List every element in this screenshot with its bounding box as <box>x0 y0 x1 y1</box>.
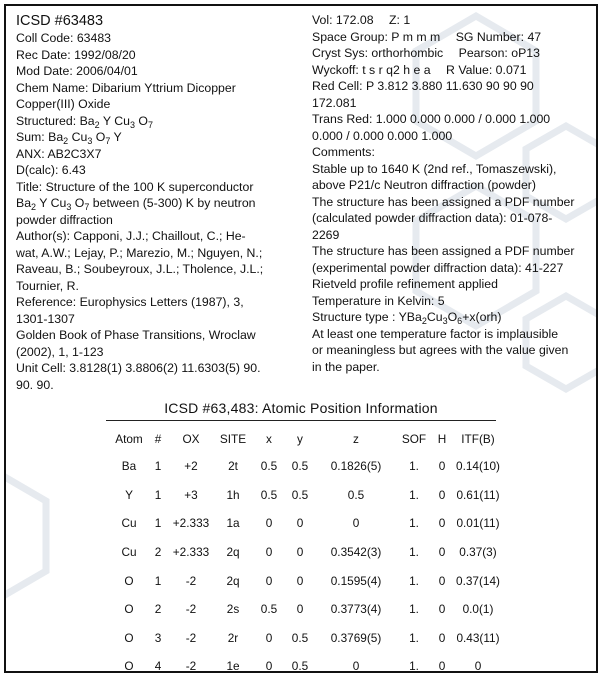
cell-itf: 0.37(3) <box>459 545 497 560</box>
coll-code: Coll Code: 63483 <box>16 31 112 45</box>
cell-h: 0 <box>438 545 446 560</box>
cell-site: 1e <box>226 659 240 673</box>
cell-atom: O <box>124 602 134 617</box>
cell-sof: 1. <box>409 459 419 474</box>
cell-itf: 0.0(1) <box>462 602 494 617</box>
col-header-site: SITE <box>219 432 247 446</box>
cell-ox: -2 <box>185 630 197 645</box>
cell-z: 0.1595(4) <box>330 573 382 588</box>
vol: Vol: 172.08 <box>312 13 374 27</box>
cell-x: 0.5 <box>260 487 278 502</box>
col-header-sof: SOF <box>401 432 427 446</box>
comment-line-1: Stable up to 1640 K (2nd ref., Tomaszewski), <box>312 161 557 176</box>
structure-type <box>312 309 592 326</box>
formula-subscript: 7 <box>84 202 90 212</box>
cell-itf: 0.61(11) <box>456 487 500 502</box>
space-group: Space Group: P m m m <box>312 29 441 44</box>
col-header-atom: Atom <box>115 432 143 446</box>
formula-subscript: 2 <box>94 119 100 130</box>
authors-line-2: wat, A.W.; Lejay, P.; Marezio, M.; Nguyen, N.; <box>16 245 263 260</box>
cell-h: 0 <box>438 516 446 531</box>
pearson: Pearson: oP13 <box>458 46 540 60</box>
cell-site: 1h <box>226 487 240 502</box>
cell-site: 2q <box>226 573 240 588</box>
cell-x: 0 <box>265 630 273 645</box>
cell-y: 0.5 <box>291 659 309 673</box>
cell-sof: 1. <box>409 487 419 502</box>
sum-formula <box>16 129 306 146</box>
cell-y: 0 <box>296 545 304 560</box>
cell-number: 1 <box>154 459 162 474</box>
structured-formula <box>16 113 306 130</box>
red-cell-line-2: 172.081 <box>312 95 357 110</box>
cryst-sys: Cryst Sys: orthorhombic <box>312 46 444 60</box>
structured-label: Structured: <box>16 113 77 128</box>
cell-number: 4 <box>154 659 162 673</box>
cell-y: 0.5 <box>291 630 309 645</box>
cell-z: 0.5 <box>347 487 365 502</box>
title-line-1: Title: Structure of the 100 K superconductor <box>16 179 254 194</box>
cell-itf: 0.43(11) <box>456 630 500 645</box>
chem-name-line-2: Copper(III) Oxide <box>16 97 111 111</box>
sum-value <box>48 130 122 144</box>
cell-itf: 0.14(10) <box>456 459 500 474</box>
cell-z: 0 <box>352 516 360 531</box>
table-row <box>112 595 504 624</box>
cell-site: 2r <box>227 630 239 645</box>
cell-atom: O <box>124 573 134 588</box>
cell-h: 0 <box>438 487 446 502</box>
cell-z: 0.3769(5) <box>330 630 382 645</box>
formula-text: Ba <box>79 113 95 128</box>
cell-x: 0 <box>265 516 273 531</box>
wyckoff-line <box>312 62 592 79</box>
cell-z: 0.3542(3) <box>330 545 382 560</box>
mod-date: Mod Date: 2006/04/01 <box>16 64 138 78</box>
table-row <box>112 652 504 673</box>
cell-ox: +2.333 <box>172 516 210 531</box>
comment-line-11: or meaningless but agrees with the value given <box>312 343 569 357</box>
comments-label: Comments: <box>312 145 375 159</box>
table-row <box>112 624 504 653</box>
cell-itf: 0.01(11) <box>456 516 500 531</box>
table-row <box>112 481 504 510</box>
cell-atom: Ba <box>121 459 137 474</box>
cell-sof: 1. <box>409 630 419 645</box>
cell-sof: 1. <box>409 602 419 617</box>
formula-subscript: 3 <box>442 316 448 326</box>
formula-subscript: 2 <box>31 202 37 212</box>
cell-atom: Cu <box>121 545 137 560</box>
cell-x: 0.5 <box>260 602 278 617</box>
cell-y: 0 <box>296 602 304 617</box>
d-calc: D(calc): 6.43 <box>16 163 86 177</box>
comment-line-10: At least one temperature factor is implausible <box>312 326 559 341</box>
formula-text: O <box>71 196 85 210</box>
cell-atom: O <box>124 659 134 673</box>
golden-book-line-2: (2002), 1, 1-123 <box>16 344 104 359</box>
formula-text: Ba <box>16 196 32 210</box>
cell-site: 2q <box>226 545 240 560</box>
cell-number: 1 <box>154 573 162 588</box>
formula-text: Ba <box>48 130 64 144</box>
formula-text: between (5-300) K by neutron <box>89 196 256 210</box>
authors-line-4: Tournier, R. <box>16 278 79 293</box>
vol-z-line <box>312 12 592 29</box>
formula-text: Y <box>110 130 122 144</box>
table-row <box>112 566 504 595</box>
formula-text: +x(orh) <box>462 310 502 324</box>
cell-x: 0 <box>265 573 273 588</box>
col-header-ox: OX <box>182 432 200 446</box>
cell-itf: 0.37(14) <box>456 573 500 588</box>
comment-line-2: above P21/c Neutron diffraction (powder) <box>312 178 536 192</box>
cell-x: 0.5 <box>260 459 278 474</box>
sum-label: Sum: <box>16 130 45 144</box>
comment-line-6: The structure has been assigned a PDF number <box>312 244 575 258</box>
cell-ox: -2 <box>185 659 197 673</box>
cell-number: 2 <box>154 602 162 617</box>
formula-text: Cu <box>426 310 443 324</box>
cell-ox: -2 <box>185 602 197 617</box>
cell-y: 0.5 <box>291 459 309 474</box>
unit-cell-line-1: Unit Cell: 3.8128(1) 3.8806(2) 11.6303(5) 90. <box>16 361 261 375</box>
red-cell-line-1: Red Cell: P 3.812 3.880 11.630 90 90 90 <box>312 79 534 93</box>
atomic-position-table <box>112 426 504 673</box>
cell-ox: +2.333 <box>172 545 210 560</box>
cell-h: 0 <box>438 459 446 474</box>
cell-sof: 1. <box>409 516 419 531</box>
comment-line-9: Temperature in Kelvin: 5 <box>312 293 445 308</box>
authors-line-1: Author(s): Capponi, J.J.; Chaillout, C.; He- <box>16 229 246 243</box>
cell-y: 0 <box>296 516 304 531</box>
cell-atom: O <box>124 630 134 645</box>
formula-text: Y Cu <box>99 113 130 128</box>
table-row <box>112 538 504 567</box>
formula-text: Cu <box>68 130 88 144</box>
cell-ox: +2 <box>184 459 198 474</box>
cell-atom: Cu <box>121 516 137 531</box>
cell-h: 0 <box>438 630 446 645</box>
col-header-itf: ITF(B) <box>461 432 495 446</box>
space-group-line <box>312 29 592 46</box>
atomic-position-title: ICSD #63,483: Atomic Position Information <box>164 400 438 416</box>
formula-subscript: 6 <box>457 316 463 326</box>
wyckoff: Wyckoff: t s r q2 h e a <box>312 62 431 77</box>
chem-name-line-1: Chem Name: Dibarium Yttrium Dicopper <box>16 80 236 95</box>
title-line-2 <box>16 195 306 212</box>
formula-subscript: 3 <box>129 119 135 130</box>
reference-line-2: 1301-1307 <box>16 311 75 326</box>
cell-h: 0 <box>438 602 446 617</box>
cell-h: 0 <box>438 573 446 588</box>
cell-site: 1a <box>226 516 240 531</box>
col-header-number: # <box>154 432 162 446</box>
cryst-sys-line <box>312 45 592 62</box>
cell-z: 0.3773(4) <box>330 602 382 617</box>
record-id: ICSD #63483 <box>16 13 104 29</box>
rec-date: Rec Date: 1992/08/20 <box>16 47 136 62</box>
col-header-h: H <box>437 432 447 446</box>
cell-number: 3 <box>154 630 162 645</box>
reference-line-1: Reference: Europhysics Letters (1987), 3, <box>16 295 244 309</box>
r-value: R Value: 0.071 <box>446 62 527 77</box>
formula-subscript: 2 <box>421 316 427 326</box>
comment-line-12: in the paper. <box>312 359 380 374</box>
formula-subscript: 2 <box>63 136 69 146</box>
formula-text: Structure type : YBa <box>312 310 422 324</box>
formula-subscript: 3 <box>66 202 72 212</box>
cell-number: 1 <box>154 487 162 502</box>
cell-z: 0.1826(5) <box>330 459 382 474</box>
cell-z: 0 <box>352 659 360 673</box>
cell-number: 2 <box>154 545 162 560</box>
formula-text: O <box>134 113 148 128</box>
cell-itf: 0 <box>474 659 482 673</box>
icsd-record-card <box>4 4 598 673</box>
col-header-x: x <box>266 432 272 446</box>
formula-text: O <box>92 130 106 144</box>
comment-line-7: (experimental powder diffraction data): 41-227 <box>312 260 564 275</box>
authors-line-3: Raveau, B.; Soubeyroux, J.L.; Tholence, J.L.; <box>16 262 264 276</box>
anx: ANX: AB2C3X7 <box>16 146 102 161</box>
comment-line-5: 2269 <box>312 227 340 242</box>
cell-h: 0 <box>438 659 446 673</box>
cell-site: 2s <box>226 602 240 617</box>
comment-line-3: The structure has been assigned a PDF number <box>312 194 575 209</box>
cell-sof: 1. <box>409 545 419 560</box>
cell-ox: +3 <box>184 487 198 502</box>
cell-y: 0 <box>296 573 304 588</box>
record-left-column <box>16 12 306 393</box>
formula-subscript: 7 <box>147 119 153 130</box>
formula-text: O <box>447 310 458 324</box>
z-value: Z: 1 <box>388 13 411 27</box>
title-line-3: powder diffraction <box>16 212 113 227</box>
formula-subscript: 3 <box>87 136 93 146</box>
unit-cell-line-2: 90. 90. <box>16 377 54 392</box>
cell-x: 0 <box>265 545 273 560</box>
table-row <box>112 509 504 538</box>
col-header-z: z <box>353 432 359 446</box>
trans-red-line-1: Trans Red: 1.000 0.000 0.000 / 0.000 1.000 <box>312 112 551 126</box>
table-row <box>112 452 504 481</box>
structured-value <box>80 114 153 128</box>
cell-ox: -2 <box>185 573 197 588</box>
cell-number: 1 <box>154 516 162 531</box>
cell-x: 0 <box>265 659 273 673</box>
table-header-row <box>112 426 504 452</box>
trans-red-line-2: 0.000 / 0.000 0.000 1.000 <box>312 128 453 143</box>
record-right-column <box>312 12 592 375</box>
table-title-divider <box>106 420 496 421</box>
sg-number: SG Number: 47 <box>455 29 542 44</box>
cell-sof: 1. <box>409 573 419 588</box>
cell-atom: Y <box>125 487 133 502</box>
formula-subscript: 7 <box>105 136 111 146</box>
atomic-position-rows <box>112 452 504 673</box>
golden-book-line-1: Golden Book of Phase Transitions, Wroclaw <box>16 328 256 342</box>
cell-y: 0.5 <box>291 487 309 502</box>
comment-line-8: Rietveld profile refinement applied <box>312 277 498 291</box>
cell-site: 2t <box>228 459 238 474</box>
col-header-y: y <box>297 432 303 446</box>
cell-sof: 1. <box>409 659 419 673</box>
comment-line-4: (calculated powder diffraction data): 01-078- <box>312 211 553 225</box>
formula-text: Y Cu <box>36 196 67 210</box>
